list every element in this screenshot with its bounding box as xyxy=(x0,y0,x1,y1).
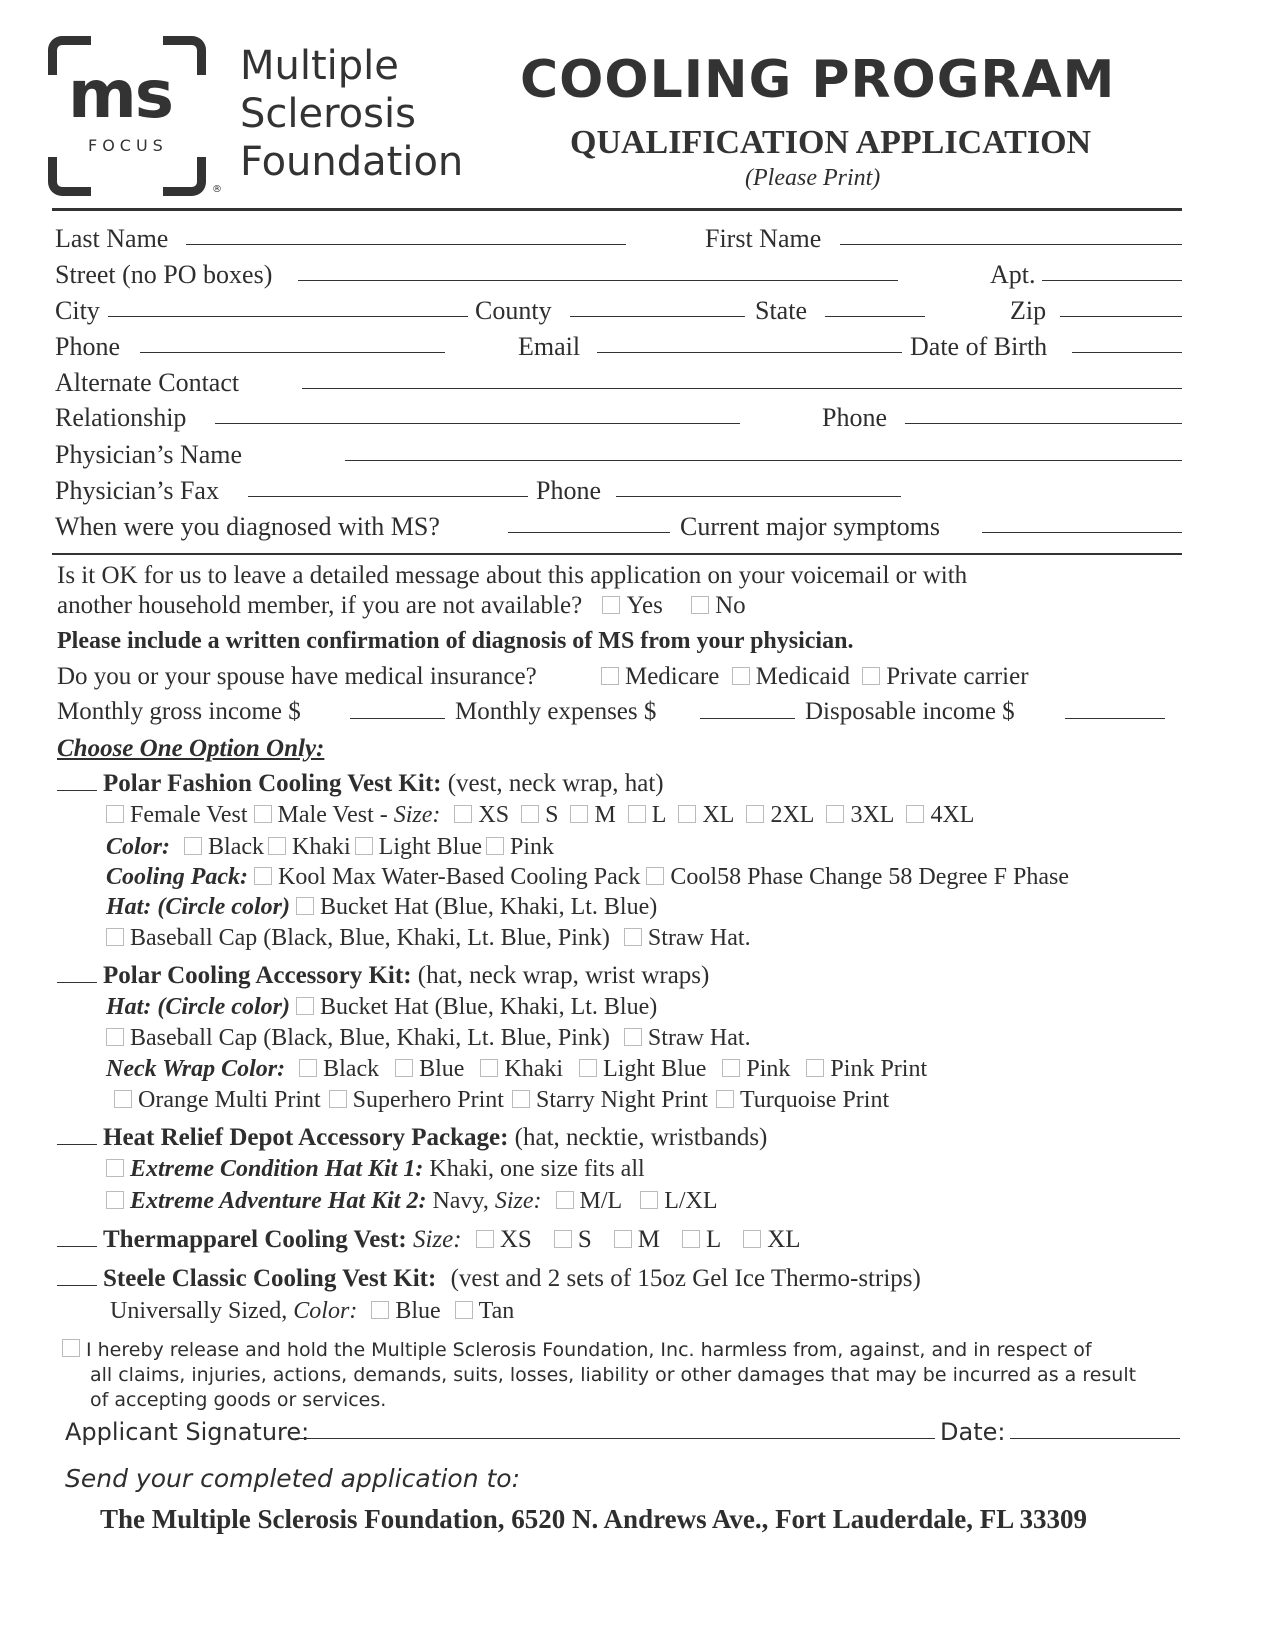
signature-field[interactable] xyxy=(295,1418,935,1439)
logo-ms-text: ms xyxy=(68,56,173,133)
neck-color-option-label: Black xyxy=(323,1056,380,1082)
kool-max-checkbox[interactable] xyxy=(254,867,272,885)
registered-mark: ® xyxy=(212,184,222,195)
expenses-field[interactable] xyxy=(700,698,795,719)
county-label: County xyxy=(475,296,552,325)
steele-color-blue-checkbox[interactable] xyxy=(371,1301,389,1319)
date-label: Date: xyxy=(940,1418,1006,1446)
thermapparel-option: Thermapparel Cooling Vest: Size: XS S M L XL xyxy=(57,1226,801,1254)
yes-label: Yes xyxy=(626,592,663,619)
phone-field[interactable] xyxy=(140,332,445,353)
vest-size-option-label: M xyxy=(594,802,616,828)
female-vest-checkbox[interactable] xyxy=(106,805,124,823)
steele-select[interactable] xyxy=(57,1265,97,1286)
steele-color-tan-checkbox[interactable] xyxy=(455,1301,473,1319)
therm-size-option-label: XS xyxy=(499,1226,532,1253)
send-instruction: Send your completed application to: xyxy=(65,1464,521,1493)
alt-phone-field[interactable] xyxy=(905,403,1182,424)
medicare-checkbox[interactable] xyxy=(601,667,619,685)
vest-size-s-checkbox[interactable] xyxy=(521,805,539,823)
alt-phone-label: Phone xyxy=(822,403,887,432)
insurance-question: Do you or your spouse have medical insurance? Medicare Medicaid Private carrier xyxy=(57,663,1029,690)
medicaid-checkbox[interactable] xyxy=(732,667,750,685)
org-name: Multiple Sclerosis Foundation xyxy=(240,43,464,185)
hat-kit1-row: Extreme Condition Hat Kit 1: Khaki, one size fits all xyxy=(106,1156,645,1183)
steele-color-option-label: Tan xyxy=(478,1298,515,1324)
steele-color-option-label: Blue xyxy=(395,1298,441,1324)
polar-accessory-cap-row: Baseball Cap (Black, Blue, Khaki, Lt. Blue, Pink) Straw Hat. xyxy=(106,1025,751,1052)
therm-size-option-label: S xyxy=(577,1226,592,1253)
diagnosed-field[interactable] xyxy=(508,512,670,533)
logo xyxy=(48,36,206,196)
acc-straw-hat-checkbox[interactable] xyxy=(624,1028,642,1046)
polar-accessory-select[interactable] xyxy=(57,962,97,983)
heat-relief-option: Heat Relief Depot Accessory Package: (hat, necktie, wristbands) xyxy=(57,1124,767,1152)
vest-color-option-label: Pink xyxy=(509,834,554,860)
vest-size-2xl-checkbox[interactable] xyxy=(746,805,764,823)
alt-contact-field[interactable] xyxy=(302,368,1182,389)
vest-size-option-label: XS xyxy=(478,802,510,828)
neck-color-pink-print-checkbox[interactable] xyxy=(806,1059,824,1077)
last-name-field[interactable] xyxy=(186,224,626,245)
vest-color-light-blue-checkbox[interactable] xyxy=(355,837,373,855)
symptoms-field[interactable] xyxy=(982,512,1182,533)
print-note: (Please Print) xyxy=(745,165,881,191)
polar-vest-pack-row: Cooling Pack: Kool Max Water-Based Cooling Pack Cool58 Phase Change 58 Degree F Phase xyxy=(106,864,1070,890)
therm-size-option-label: M xyxy=(637,1226,660,1253)
print-option-label: Orange Multi Print xyxy=(138,1087,321,1113)
hat-kit-size-option-label: L/XL xyxy=(664,1188,718,1214)
vest-size-m-checkbox[interactable] xyxy=(570,805,588,823)
disposable-label: Disposable income $ xyxy=(805,698,1015,725)
physician-name-label: Physician’s Name xyxy=(55,440,243,469)
first-name-field[interactable] xyxy=(840,224,1182,245)
release-checkbox[interactable] xyxy=(62,1339,80,1357)
mailing-address: The Multiple Sclerosis Foundation, 6520 N. Andrews Ave., Fort Lauderdale, FL 33309 xyxy=(100,1504,1088,1534)
print-option-label: Superhero Print xyxy=(352,1087,504,1113)
page-title: COOLING PROGRAM xyxy=(520,50,1116,110)
city-field[interactable] xyxy=(108,296,468,317)
symptoms-label: Current major symptoms xyxy=(680,512,940,541)
polar-vest-select[interactable] xyxy=(57,770,97,791)
print-superhero-print-checkbox[interactable] xyxy=(329,1090,347,1108)
vest-size-xl-checkbox[interactable] xyxy=(678,805,696,823)
physician-name-field[interactable] xyxy=(345,440,1182,461)
vest-color-option-label: Black xyxy=(208,834,264,860)
zip-label: Zip xyxy=(1010,296,1047,325)
page-subtitle: QUALIFICATION APPLICATION xyxy=(570,124,1092,161)
therm-size-s-checkbox[interactable] xyxy=(554,1230,572,1248)
steele-option: Steele Classic Cooling Vest Kit: (vest and 2 sets of 15oz Gel Ice Thermo-strips) xyxy=(57,1265,921,1293)
vest-color-black-checkbox[interactable] xyxy=(184,837,202,855)
polar-accessory-option: Polar Cooling Accessory Kit: (hat, neck wrap, wrist wraps) xyxy=(57,962,709,990)
income-label: Monthly gross income $ xyxy=(57,698,301,725)
neck-color-pink-checkbox[interactable] xyxy=(722,1059,740,1077)
vest-size-3xl-checkbox[interactable] xyxy=(826,805,844,823)
hat-kit1-checkbox[interactable] xyxy=(106,1159,124,1177)
apt-label: Apt. xyxy=(990,260,1036,289)
polar-vest-cap-row: Baseball Cap (Black, Blue, Khaki, Lt. Blue, Pink) Straw Hat. xyxy=(106,925,751,952)
physician-fax-label: Physician’s Fax xyxy=(55,476,219,505)
polar-vest-option: Polar Fashion Cooling Vest Kit: (vest, neck wrap, hat) xyxy=(57,770,664,798)
hat-kit2-checkbox[interactable] xyxy=(106,1191,124,1209)
apt-field[interactable] xyxy=(1042,260,1182,281)
vest-size-l-checkbox[interactable] xyxy=(628,805,646,823)
date-field[interactable] xyxy=(1010,1418,1180,1439)
polar-accessory-hat-row: Hat: (Circle color) Bucket Hat (Blue, Khaki, Lt. Blue) xyxy=(106,994,658,1020)
email-field[interactable] xyxy=(597,332,902,353)
vest-size-option-label: 2XL xyxy=(770,802,815,828)
vest-size-xs-checkbox[interactable] xyxy=(454,805,472,823)
options-heading: Choose One Option Only: xyxy=(57,735,325,762)
hat-kit2-row: Extreme Adventure Hat Kit 2: Navy, Size: M/L L/XL xyxy=(106,1188,718,1215)
print-starry-night-print-checkbox[interactable] xyxy=(512,1090,530,1108)
street-field[interactable] xyxy=(298,260,898,281)
polar-vest-style-row: Female Vest Male Vest - Size: XS S M L XL 2XL 3XL 4XL xyxy=(106,802,974,829)
income-field[interactable] xyxy=(350,698,445,719)
steele-color-row: Universally Sized, Color: Blue Tan xyxy=(110,1298,515,1324)
state-label: State xyxy=(755,296,807,325)
physician-fax-field[interactable] xyxy=(248,476,528,497)
neck-color-option-label: Pink Print xyxy=(830,1056,928,1082)
baseball-cap-checkbox[interactable] xyxy=(106,928,124,946)
neck-wrap-row: Neck Wrap Color: Black Blue Khaki Light Blue Pink Pink Print xyxy=(106,1056,928,1082)
polar-vest-color-row: Color: Black Khaki Light Blue Pink xyxy=(106,834,554,860)
neck-color-light-blue-checkbox[interactable] xyxy=(579,1059,597,1077)
hat-kit-size-l-xl-checkbox[interactable] xyxy=(640,1191,658,1209)
divider xyxy=(52,553,1182,555)
neck-color-option-label: Pink xyxy=(746,1056,791,1082)
confirmation-note: Please include a written confirmation of diagnosis of MS from your physician. xyxy=(57,628,854,654)
dob-field[interactable] xyxy=(1072,332,1182,353)
print-orange-multi-print-checkbox[interactable] xyxy=(114,1090,132,1108)
therm-size-option-label: L xyxy=(705,1226,722,1253)
dob-label: Date of Birth xyxy=(910,332,1048,361)
prints-row xyxy=(106,1087,889,1114)
cool58-checkbox[interactable] xyxy=(646,867,664,885)
vest-color-khaki-checkbox[interactable] xyxy=(268,837,286,855)
neck-color-black-checkbox[interactable] xyxy=(299,1059,317,1077)
polar-vest-hat-row: Hat: (Circle color) Bucket Hat (Blue, Khaki, Lt. Blue) xyxy=(106,894,658,920)
street-label: Street (no PO boxes) xyxy=(55,260,273,289)
phone-label: Phone xyxy=(55,332,120,361)
expenses-label: Monthly expenses $ xyxy=(455,698,657,725)
male-vest-checkbox[interactable] xyxy=(254,805,272,823)
vest-size-option-label: L xyxy=(651,802,667,828)
thermapparel-select[interactable] xyxy=(57,1226,97,1247)
diagnosed-label: When were you diagnosed with MS? xyxy=(55,512,440,541)
neck-color-option-label: Khaki xyxy=(504,1056,564,1082)
relationship-label: Relationship xyxy=(55,403,187,432)
vest-size-4xl-checkbox[interactable] xyxy=(906,805,924,823)
print-option-label: Turquoise Print xyxy=(739,1087,890,1113)
vest-size-option-label: 4XL xyxy=(930,802,975,828)
release-statement: I hereby release and hold the Multiple Sclerosis Foundation, Inc. harmless from, against, and in respect of all claims, injuries, actions, demands, suits, losses, liability or other damages that may be incurred as a result of accepting goods or services. xyxy=(62,1338,1136,1413)
divider xyxy=(52,208,1182,211)
voicemail-yes-checkbox[interactable] xyxy=(602,596,620,614)
vest-size-option-label: S xyxy=(545,802,559,828)
zip-field[interactable] xyxy=(1060,296,1182,317)
voicemail-question-line2: another household member, if you are not available? Yes No xyxy=(57,592,746,619)
private-carrier-checkbox[interactable] xyxy=(862,667,880,685)
vest-color-option-label: Light Blue xyxy=(378,834,482,860)
last-name-label: Last Name xyxy=(55,224,169,253)
no-label: No xyxy=(715,592,746,619)
vest-color-pink-checkbox[interactable] xyxy=(486,837,504,855)
therm-size-xs-checkbox[interactable] xyxy=(476,1230,494,1248)
voicemail-no-checkbox[interactable] xyxy=(691,596,709,614)
physician-phone-label: Phone xyxy=(536,476,601,505)
city-label: City xyxy=(55,296,100,325)
logo-focus-text: FOCUS xyxy=(88,136,168,155)
neck-color-khaki-checkbox[interactable] xyxy=(480,1059,498,1077)
therm-size-l-checkbox[interactable] xyxy=(682,1230,700,1248)
voicemail-question-line1: Is it OK for us to leave a detailed message about this application on your voicemail or with xyxy=(57,562,968,589)
straw-hat-checkbox[interactable] xyxy=(624,928,642,946)
acc-baseball-cap-checkbox[interactable] xyxy=(106,1028,124,1046)
heat-relief-select[interactable] xyxy=(57,1124,97,1145)
hat-kit-size-option-label: M/L xyxy=(579,1188,623,1214)
alt-contact-label: Alternate Contact xyxy=(55,368,240,397)
disposable-field[interactable] xyxy=(1065,698,1165,719)
bucket-hat-checkbox[interactable] xyxy=(296,897,314,915)
signature-label: Applicant Signature: xyxy=(65,1418,310,1446)
state-field[interactable] xyxy=(825,296,925,317)
neck-color-option-label: Blue xyxy=(419,1056,465,1082)
vest-color-option-label: Khaki xyxy=(292,834,351,860)
therm-size-option-label: XL xyxy=(767,1226,801,1253)
physician-phone-field[interactable] xyxy=(616,476,901,497)
county-field[interactable] xyxy=(570,296,745,317)
vest-size-option-label: XL xyxy=(702,802,735,828)
first-name-label: First Name xyxy=(705,224,822,253)
email-label: Email xyxy=(518,332,581,361)
acc-bucket-hat-checkbox[interactable] xyxy=(296,997,314,1015)
neck-color-blue-checkbox[interactable] xyxy=(395,1059,413,1077)
hat-kit-size-m-l-checkbox[interactable] xyxy=(556,1191,574,1209)
print-option-label: Starry Night Print xyxy=(535,1087,708,1113)
therm-size-m-checkbox[interactable] xyxy=(614,1230,632,1248)
vest-size-option-label: 3XL xyxy=(850,802,895,828)
therm-size-xl-checkbox[interactable] xyxy=(743,1230,761,1248)
neck-color-option-label: Light Blue xyxy=(603,1056,707,1082)
relationship-field[interactable] xyxy=(215,403,740,424)
print-turquoise-print-checkbox[interactable] xyxy=(716,1090,734,1108)
